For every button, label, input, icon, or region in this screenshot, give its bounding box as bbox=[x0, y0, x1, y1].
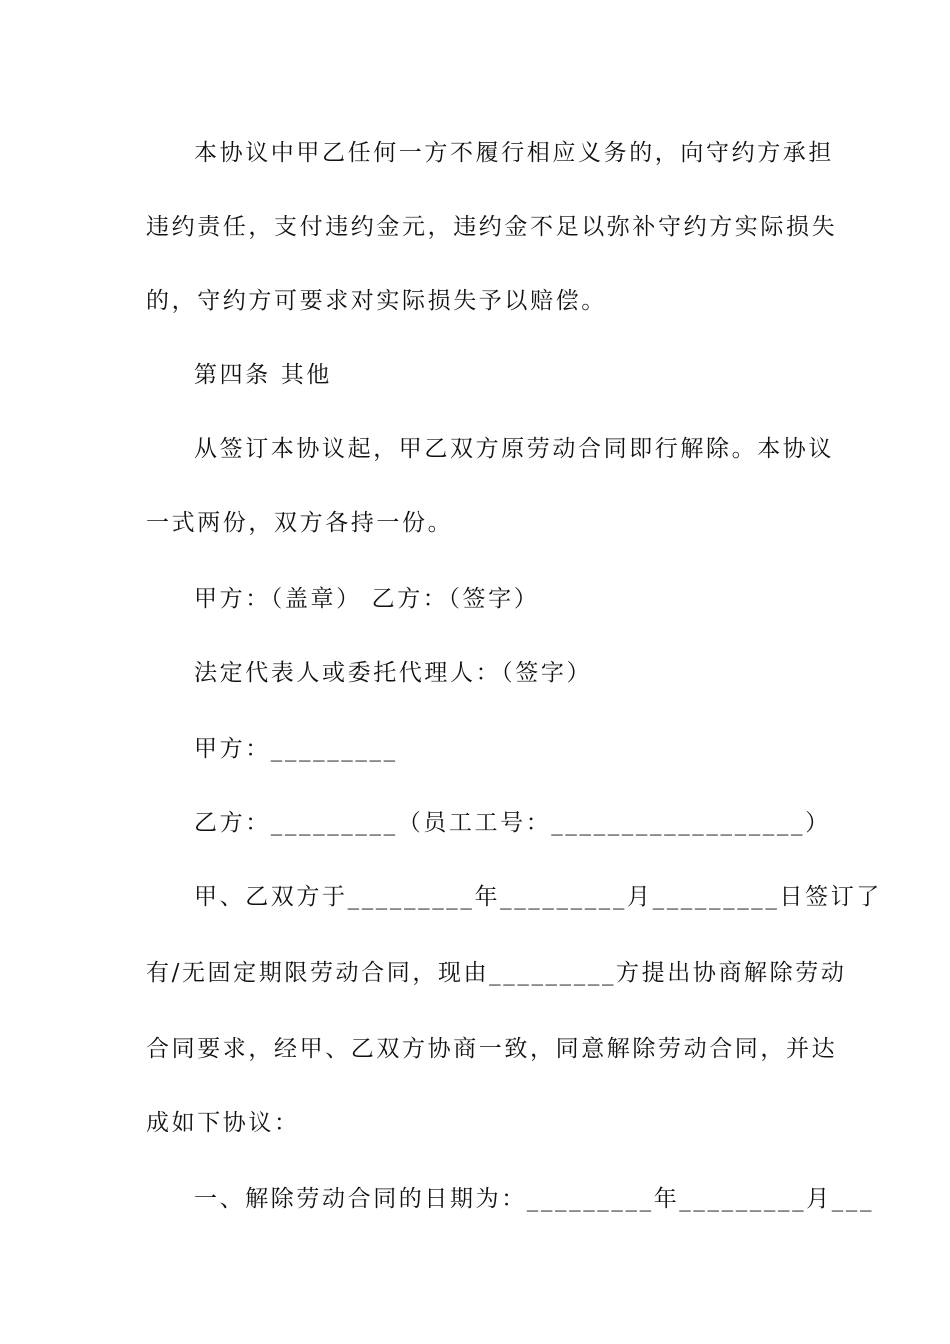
paragraph-line: 合同要求，经甲、乙双方协商一致，同意解除劳动合同，并达 bbox=[146, 1036, 838, 1062]
article-heading: 第四条 其他 bbox=[194, 362, 332, 388]
paragraph-line: 一式两份，双方各持一份。 bbox=[146, 510, 454, 536]
signature-line: 甲方：（盖章） 乙方：（签字） bbox=[194, 586, 540, 612]
paragraph-line: 违约责任，支付违约金元，违约金不足以弥补守约方实际损失 bbox=[146, 214, 838, 240]
party-a-blank-line: 甲方：_________ bbox=[194, 736, 398, 762]
termination-date-line: 一、解除劳动合同的日期为：_________年_________月___ bbox=[194, 1186, 875, 1212]
paragraph-line: 的，守约方可要求对实际损失予以赔偿。 bbox=[146, 288, 607, 314]
paragraph-line: 有/无固定期限劳动合同，现由_________方提出协商解除劳动 bbox=[146, 960, 847, 986]
paragraph-line: 甲、乙双方于_________年_________月_________日签订了 bbox=[194, 884, 882, 910]
party-b-blank-line: 乙方：_________（员工工号：__________________） bbox=[194, 810, 831, 836]
paragraph-line: 本协议中甲乙任何一方不履行相应义务的，向守约方承担 bbox=[194, 140, 834, 166]
paragraph-line: 从签订本协议起，甲乙双方原劳动合同即行解除。本协议 bbox=[194, 436, 834, 462]
paragraph-line: 成如下协议： bbox=[146, 1110, 300, 1136]
representative-line: 法定代表人或委托代理人：（签字） bbox=[194, 660, 593, 686]
